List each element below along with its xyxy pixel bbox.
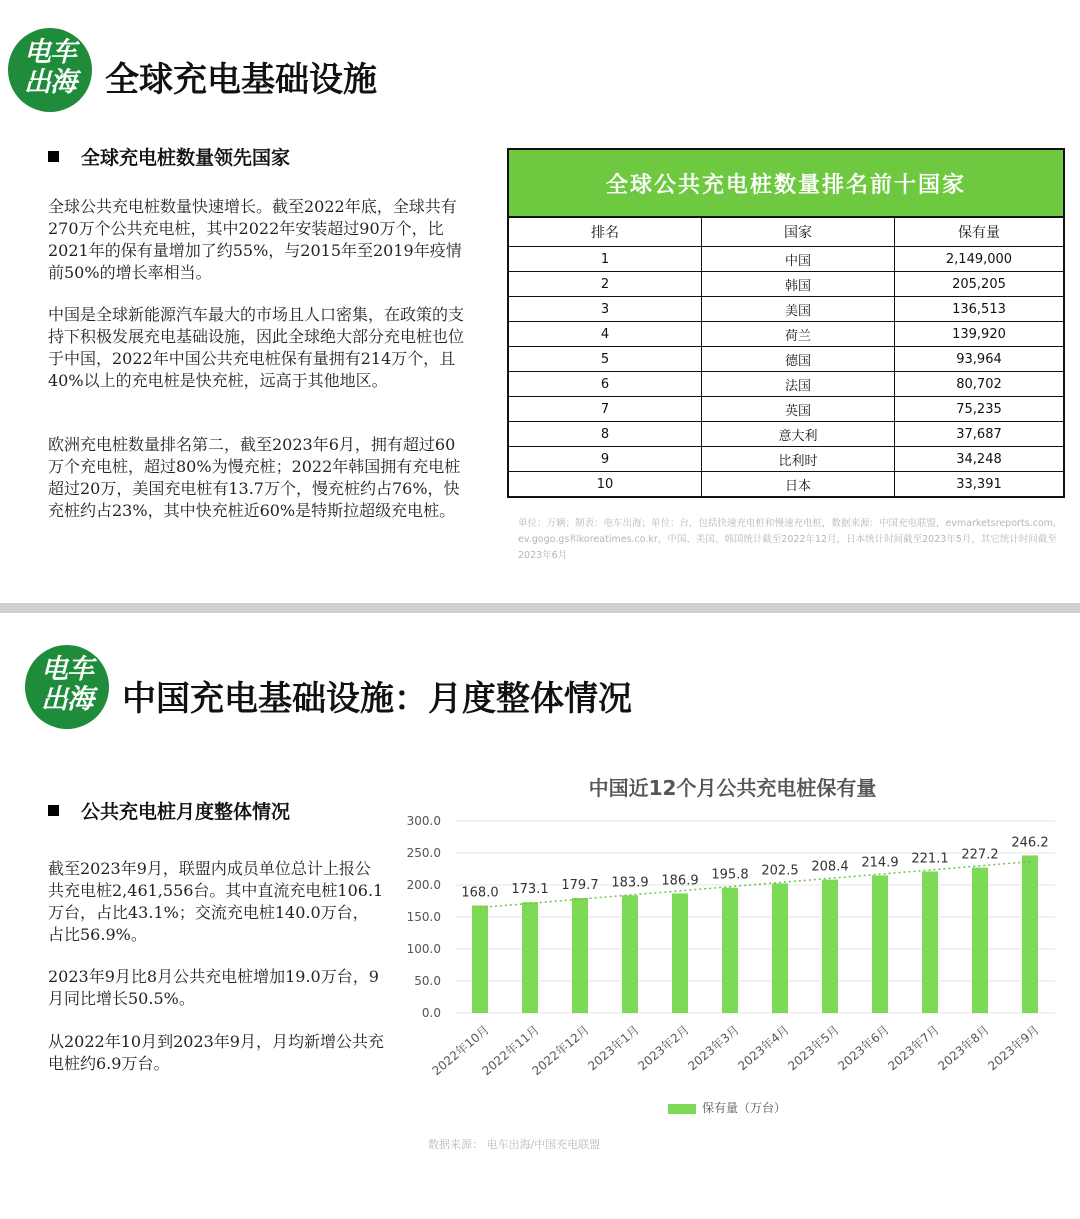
rank-cell: 7	[508, 397, 702, 422]
country-cell: 美国	[702, 297, 895, 322]
paragraph: 中国是全球新能源汽车最大的市场且人口密集，在政策的支持下积极发展充电基础设施，因此全球绝大部分充电桩也位于中国，2022年中国公共充电桩保有量拥有214万个，且40%以上的充电桩是快充桩，远高于其他地区。	[48, 305, 465, 390]
country-cell: 荷兰	[702, 322, 895, 347]
y-tick-label: 300.0	[406, 814, 441, 828]
x-tick-label: 2022年12月	[529, 1022, 592, 1079]
bar	[1022, 855, 1038, 1013]
column-header: 排名	[508, 217, 702, 247]
table-row	[508, 347, 1064, 372]
count-cell: 136,513	[895, 297, 1065, 322]
count-cell: 37,687	[895, 422, 1065, 447]
table-row	[508, 272, 1064, 297]
count-cell: 80,702	[895, 372, 1065, 397]
y-tick-label: 250.0	[406, 846, 441, 860]
table-row	[508, 447, 1064, 472]
legend-swatch	[668, 1104, 696, 1114]
table-row	[508, 372, 1064, 397]
slide-divider	[0, 603, 1080, 613]
paragraph: 从2022年10月到2023年9月，月均新增公共充电桩约6.9万台。	[48, 1032, 384, 1073]
rank-cell: 8	[508, 422, 702, 447]
table-row	[508, 322, 1064, 347]
count-cell: 34,248	[895, 447, 1065, 472]
chart-legend	[668, 1099, 786, 1116]
chart-title: 中国近12个月公共充电桩保有量	[588, 776, 877, 800]
x-tick-label: 2023年1月	[585, 1022, 642, 1074]
table-row	[508, 247, 1064, 272]
bar	[972, 868, 988, 1013]
data-label: 208.4	[811, 859, 849, 875]
rank-cell: 1	[508, 247, 702, 272]
count-cell: 33,391	[895, 472, 1065, 498]
bar	[622, 895, 638, 1013]
country-cell: 中国	[702, 247, 895, 272]
rank-cell: 6	[508, 372, 702, 397]
legend-label: 保有量（万台）	[702, 1101, 787, 1115]
brand-logo: 电车 出海	[8, 28, 92, 112]
bar	[872, 875, 888, 1013]
paragraph: 全球公共充电桩数量快速增长。截至2022年底，全球共有270万个公共充电桩，其中2022年安装超过90万个，比2021年的保有量增加了约55%，与2015年至2019年疫情前50%的增长率相当。	[48, 197, 462, 282]
y-tick-label: 100.0	[406, 942, 441, 956]
paragraph: 欧洲充电桩数量排名第二，截至2023年6月，拥有超过60万个充电桩，超过80%为慢充桩；2022年韩国拥有充电桩超过20万，美国充电桩有13.7万个，慢充桩约占76%，快充桩约占23%，其中快充桩近60%是特斯拉超级充电桩。	[48, 435, 461, 520]
data-label: 173.1	[511, 882, 549, 898]
table-footnote: 单位：万辆；制表：电车出海；单位：台，包括快速充电桩和慢速充电桩，数据来源：中国充电联盟，evmarketsreports.com, ev.gogo.gs和koreatimes.co.kr，中国、美国、韩国统计截至2022年12月，日本统计时间截至2023年5月，其它统计时间截至2023年6月	[518, 518, 1057, 561]
section-heading: 全球充电桩数量领先国家	[48, 143, 290, 170]
column-header: 国家	[702, 217, 895, 247]
rank-cell: 9	[508, 447, 702, 472]
bullet-square-icon	[48, 805, 59, 816]
table-row	[508, 472, 1064, 498]
y-tick-label: 150.0	[406, 910, 441, 924]
ranking-table	[507, 148, 1065, 498]
country-cell: 德国	[702, 347, 895, 372]
x-tick-label: 2023年9月	[985, 1022, 1042, 1074]
bar	[772, 883, 788, 1013]
table-row	[508, 297, 1064, 322]
bar	[672, 893, 688, 1013]
data-label: 168.0	[461, 885, 499, 901]
x-tick-label: 2023年8月	[935, 1022, 992, 1074]
table-row	[508, 397, 1064, 422]
table-header-row	[508, 217, 1064, 247]
country-cell: 意大利	[702, 422, 895, 447]
brand-logo: 电车 出海	[25, 645, 109, 729]
data-label: 179.7	[561, 877, 599, 893]
y-tick-label: 50.0	[414, 974, 441, 988]
count-cell: 75,235	[895, 397, 1065, 422]
slide-global-charging	[0, 0, 1080, 603]
country-cell: 法国	[702, 372, 895, 397]
x-tick-label: 2023年2月	[635, 1022, 692, 1074]
paragraph: 截至2023年9月，联盟内成员单位总计上报公共充电桩2,461,556台。其中直流充电桩106.1万台，占比43.1%；交流充电桩140.0万台，占比56.9%。	[48, 859, 384, 944]
table-row	[508, 422, 1064, 447]
bar	[572, 898, 588, 1013]
bullet-square-icon	[48, 151, 59, 162]
country-cell: 韩国	[702, 272, 895, 297]
bar	[822, 880, 838, 1013]
x-tick-label: 2022年10月	[429, 1022, 492, 1079]
column-header: 保有量	[895, 217, 1065, 247]
data-source: 数据来源： 电车出海/中国充电联盟	[428, 1138, 601, 1151]
page-title: 中国充电基础设施：月度整体情况	[122, 679, 632, 719]
bar	[522, 902, 538, 1013]
country-cell: 英国	[702, 397, 895, 422]
x-tick-label: 2023年4月	[735, 1022, 792, 1074]
data-label: 183.9	[611, 875, 649, 891]
x-tick-label: 2023年3月	[685, 1022, 742, 1074]
y-tick-label: 200.0	[406, 878, 441, 892]
data-label: 227.2	[961, 847, 999, 863]
data-label: 202.5	[761, 863, 799, 879]
rank-cell: 10	[508, 472, 702, 498]
rank-cell: 3	[508, 297, 702, 322]
data-label: 246.2	[1011, 835, 1049, 851]
count-cell: 2,149,000	[895, 247, 1065, 272]
x-tick-label: 2023年6月	[835, 1022, 892, 1074]
data-label: 195.8	[711, 867, 749, 883]
bar-chart	[400, 805, 1065, 1095]
data-label: 186.9	[661, 873, 699, 889]
x-tick-label: 2022年11月	[479, 1022, 542, 1079]
count-cell: 205,205	[895, 272, 1065, 297]
count-cell: 93,964	[895, 347, 1065, 372]
count-cell: 139,920	[895, 322, 1065, 347]
bar	[472, 905, 488, 1013]
table-caption: 全球公共充电桩数量排名前十国家	[508, 149, 1064, 217]
bar	[922, 871, 938, 1013]
bar	[722, 888, 738, 1013]
y-tick-label: 0.0	[421, 1006, 441, 1020]
rank-cell: 5	[508, 347, 702, 372]
country-cell: 日本	[702, 472, 895, 498]
country-cell: 比利时	[702, 447, 895, 472]
x-tick-label: 2023年5月	[785, 1022, 842, 1074]
rank-cell: 4	[508, 322, 702, 347]
data-label: 214.9	[861, 855, 899, 871]
page-title: 全球充电基础设施	[105, 60, 377, 100]
x-tick-label: 2023年7月	[885, 1022, 942, 1074]
data-label: 221.1	[911, 851, 949, 867]
rank-cell: 2	[508, 272, 702, 297]
section-heading: 公共充电桩月度整体情况	[48, 797, 290, 824]
paragraph: 2023年9月比8月公共充电桩增加19.0万台，9月同比增长50.5%。	[48, 967, 379, 1008]
